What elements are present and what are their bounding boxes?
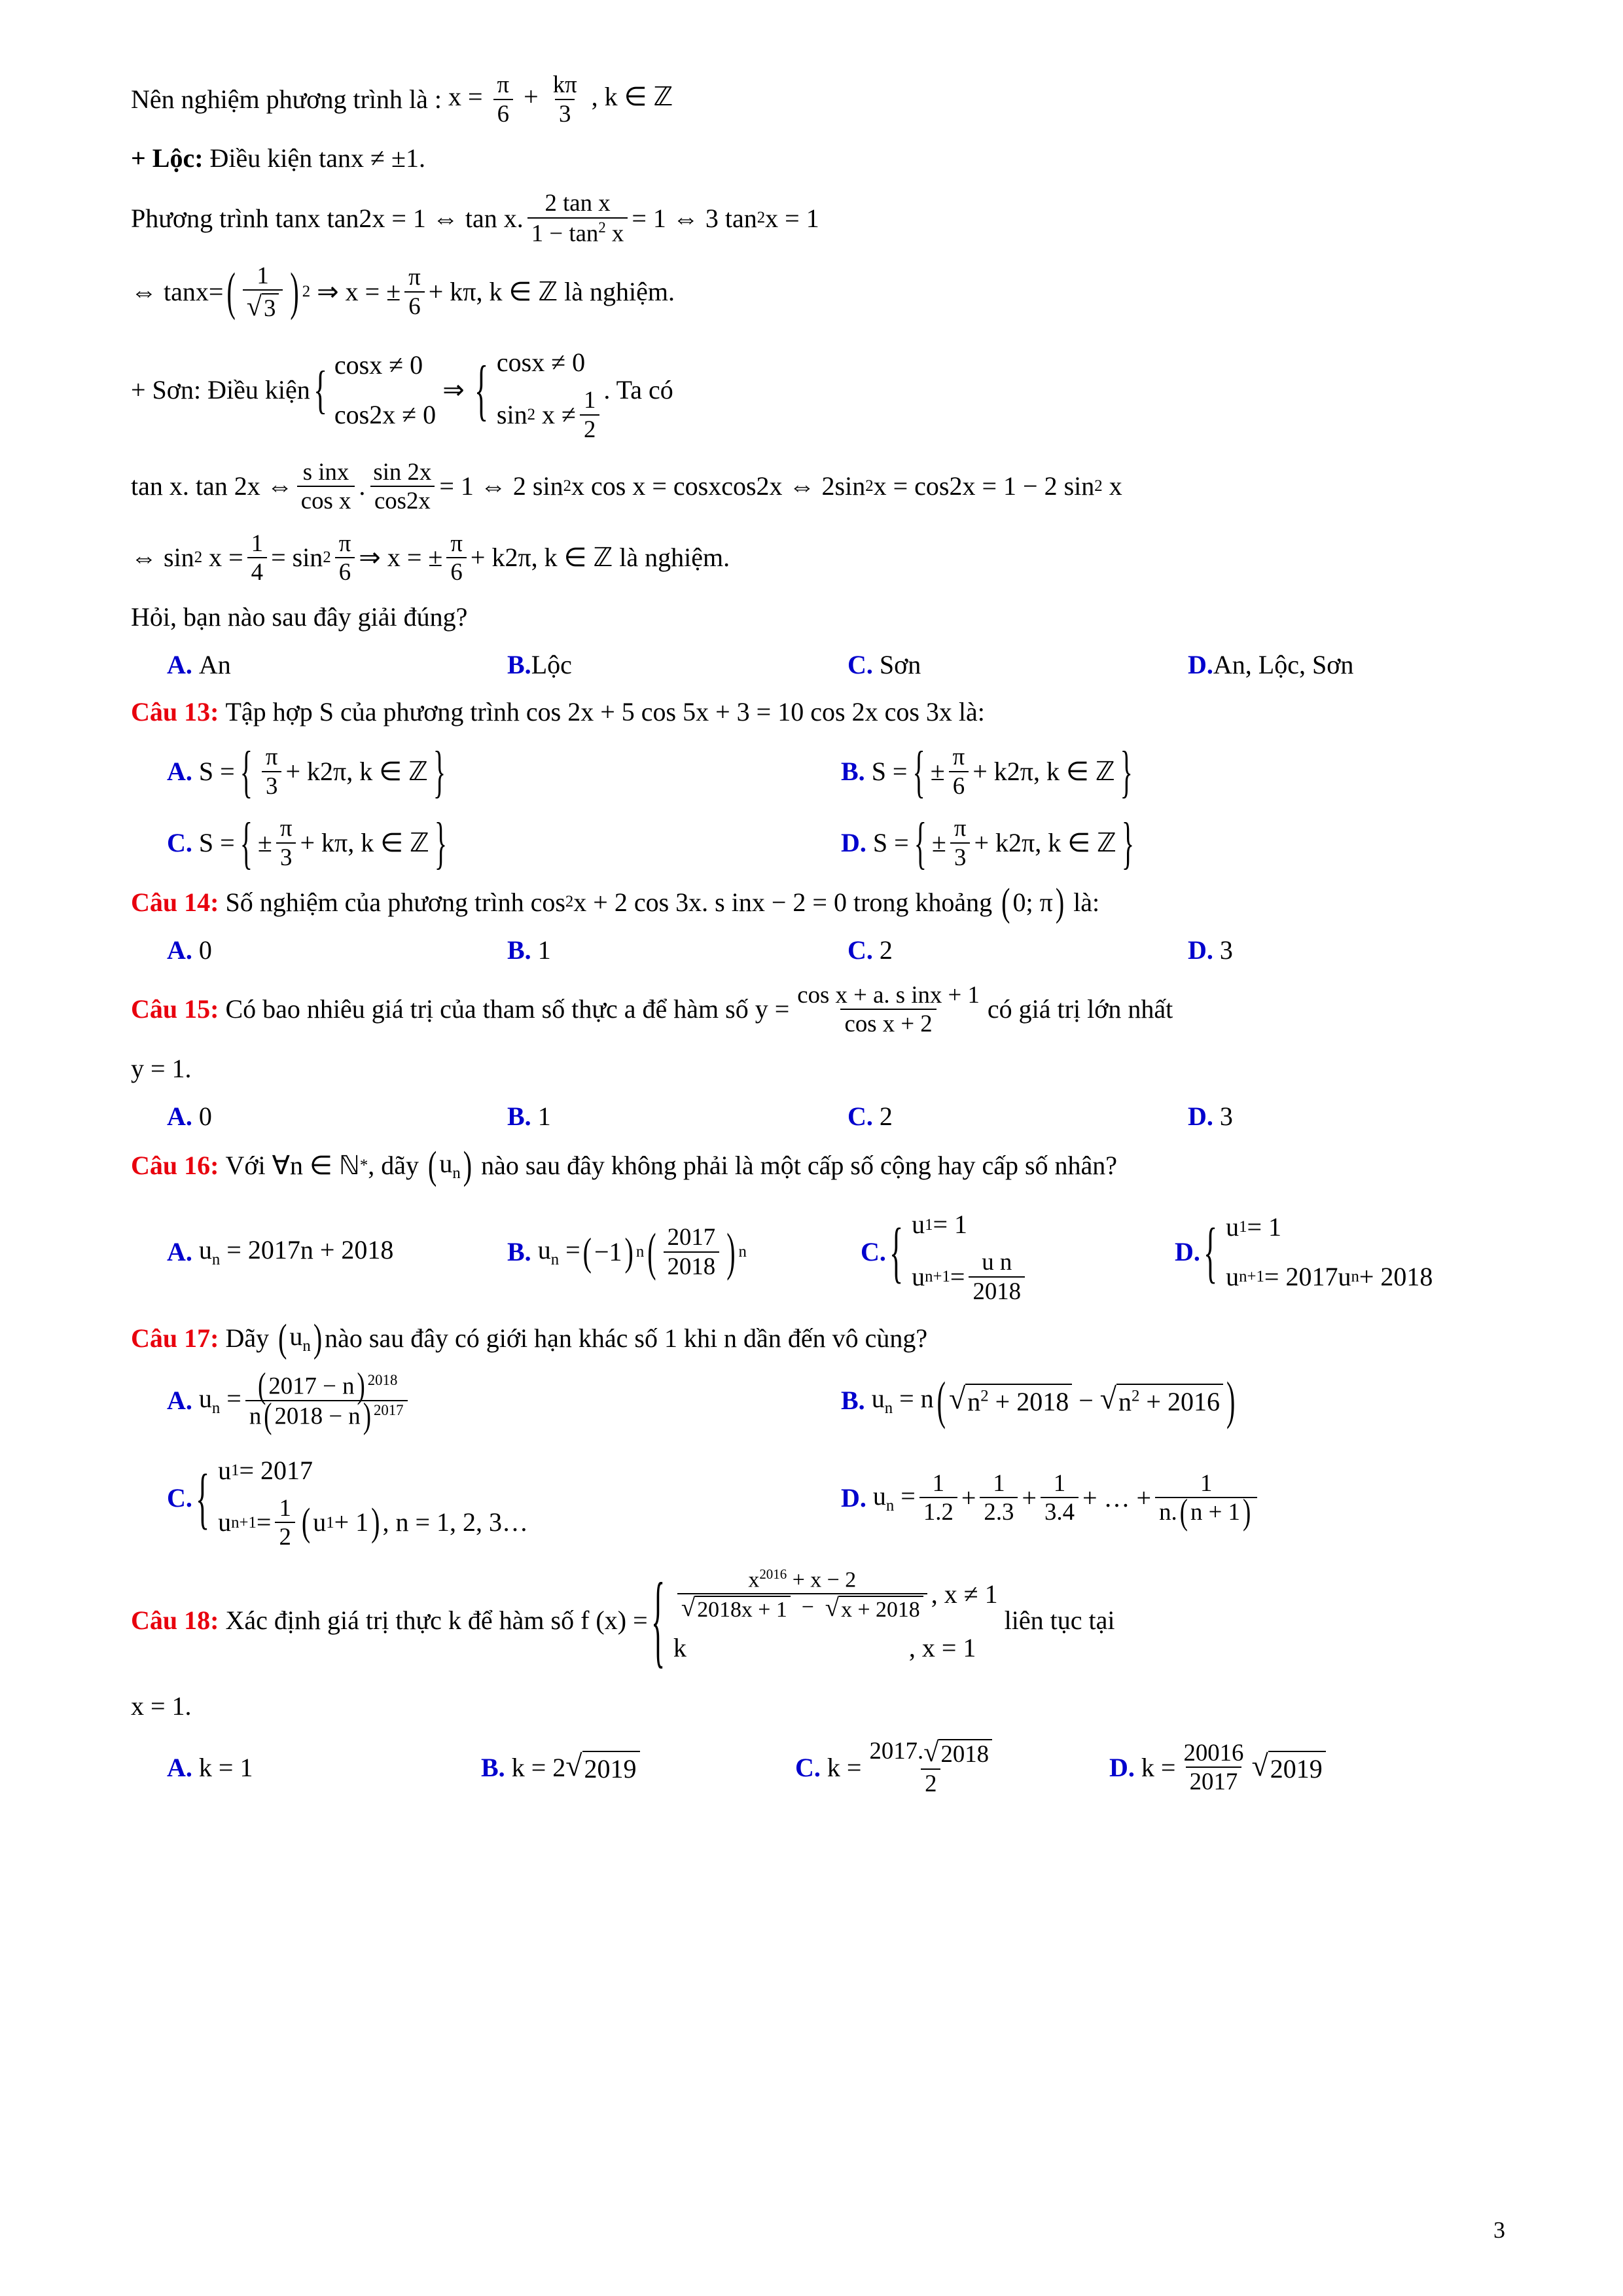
q16-number: Câu 16: <box>131 1151 219 1180</box>
q17-paren-open: ( <box>278 1316 287 1360</box>
q15-d-label: D. <box>1188 1101 1213 1131</box>
loc-eq-tail: = 1 ⇔ 3 tan <box>632 203 757 233</box>
q17-b-sqrt-1: √ $n^2 + 2018$ <box>949 1384 1072 1417</box>
q17-d-term-1: 1.2 <box>919 1497 957 1525</box>
answer-option-a[interactable] <box>167 649 507 680</box>
q15-den: cos x + 2 <box>840 1009 936 1037</box>
q18-a-text: k = 1 <box>198 1752 253 1782</box>
q18-option-a[interactable] <box>167 1752 481 1783</box>
solution-son-condition: + Sơn: Điều kiện { cosx ≠ 0 cos2x ≠ 0 ⇒ { cosx ≠ 0 sin 2 x ≠ $\frac{1}{2}$ . Ta có <box>131 338 1512 442</box>
q13-a-label: A. <box>167 757 192 787</box>
loc-condition: Điều kiện tanx ≠ ±1. <box>209 143 425 173</box>
q14-option-d[interactable] <box>1188 935 1233 965</box>
q18-b-sqrt: √ 2019 <box>565 1751 639 1784</box>
q15-c-label: C. <box>847 1101 873 1131</box>
answer-b-text: Lộc <box>531 650 572 679</box>
q13-d-num: π <box>954 814 967 842</box>
q13-a-lead: S = <box>198 757 235 787</box>
q18-number: Câu 18: <box>131 1605 219 1635</box>
answer-d-text: An, Lộc, Sơn <box>1213 650 1354 679</box>
q15-stem-continued: y = 1. <box>131 1053 192 1083</box>
son-taco: . Ta có <box>603 374 673 404</box>
q15-option-c[interactable] <box>847 1101 1188 1132</box>
q18-c-num: 2017. √ 2018 <box>865 1738 996 1768</box>
q14-d-label: D. <box>1188 935 1213 965</box>
q13-b-den: 6 <box>949 771 969 799</box>
q13-option-d[interactable] <box>841 810 1139 876</box>
q13-d-tail: + k2π, k ∈ ℤ <box>974 828 1116 858</box>
solution-nen-formula: x = $\frac{\pi}{6}$ + $\frac{k\pi}{3}$ , k ∈ ℤ <box>441 71 673 127</box>
q18-case1-cond: , x ≠ 1 <box>931 1579 998 1609</box>
q13-c-lead: S = <box>198 828 235 858</box>
q17-option-a[interactable] <box>167 1365 841 1436</box>
son-line-d: x = cos2x = 1 − 2 sin <box>873 471 1095 501</box>
q18-case-1 <box>673 1567 998 1622</box>
q13-a-den: 3 <box>262 771 281 799</box>
q14-c-text: 2 <box>879 935 893 965</box>
q14-a-text: 0 <box>198 935 212 965</box>
q14-b-label: B. <box>507 935 531 965</box>
q15-a-text: 0 <box>198 1101 212 1131</box>
set-brace-close-c: } <box>434 810 448 876</box>
q13-b-tail: + k2π, k ∈ ℤ <box>972 757 1115 787</box>
q16-stem-a: Với ∀n ∈ ℕ <box>225 1151 360 1180</box>
set-brace-close-d: } <box>1121 810 1135 876</box>
q17-c-label: C. <box>167 1482 192 1513</box>
q17-b-lead: $u_n = n$ <box>871 1384 934 1418</box>
q16-c-row2: u n+1 = $\frac{\text{u n}}{2018}$ <box>912 1249 1029 1304</box>
loc-label: + Lộc: <box>131 143 204 173</box>
q16-b-label: B. <box>507 1237 531 1267</box>
brace-icon-2: { <box>474 351 488 428</box>
q18-case2-cond: , x = 1 <box>908 1632 976 1662</box>
q15-stem-a: Có bao nhiêu giá trị của tham số thực a để hàm số y = <box>225 994 790 1024</box>
q18-option-b[interactable] <box>481 1748 795 1784</box>
q17-a-fraction <box>245 1365 408 1436</box>
q14-stem-sup: 2 <box>565 893 574 911</box>
q16-d-row2: u n+1 = 2017u n + 2018 <box>1226 1261 1433 1291</box>
q16-seq-symbol: $u_n$ <box>439 1148 461 1182</box>
set-brace-close-b: } <box>1120 739 1133 804</box>
q17-a-num: ( 2017 − n ) $^{2018}$ <box>258 1365 398 1406</box>
q18-b-label: B. <box>481 1752 505 1782</box>
set-brace-open: { <box>240 739 253 804</box>
solution-question: Hỏi, bạn nào sau đây giải đúng? <box>131 602 468 632</box>
q13-option-c[interactable] <box>167 810 841 876</box>
loc-eq-fraction: $\frac{\text{2 tan x}}{1 - \tan^2 x}$ <box>524 190 632 246</box>
q17-seq-symbol: $u_n$ <box>289 1321 311 1355</box>
son-frac-sinx-cosx: $\frac{\text{s inx}}{\text{cos x}}$ <box>297 459 355 514</box>
answer-c-label: C. <box>847 650 873 679</box>
q18-option-c[interactable] <box>795 1738 1109 1796</box>
q17-c-row2: u n+1 = $\frac{1}{2}$ ( u 1 + 1 ) , n = 1, 2, 3… <box>218 1494 529 1551</box>
set-brace-open-b: { <box>912 739 925 804</box>
q15-option-a[interactable] <box>167 1101 507 1132</box>
q15-num: cos x + a. s inx + 1 <box>797 980 980 1008</box>
answer-c-text: Sơn <box>879 650 921 679</box>
q18-d-pre: k = <box>1141 1752 1176 1782</box>
q13-b-label: B. <box>841 757 865 787</box>
q15-stem-b: có giá trị lớn nhất <box>987 994 1173 1024</box>
q17-d-lead: $u_n$ = <box>872 1480 916 1515</box>
q17-d-label: D. <box>841 1482 866 1513</box>
son-label: + Sơn: Điều kiện <box>131 374 310 404</box>
question-18-stem <box>131 1560 1512 1678</box>
son-cond-3: cosx ≠ 0 <box>496 348 586 378</box>
q17-a-label: A. <box>167 1386 192 1416</box>
q15-number: Câu 15: <box>131 994 219 1024</box>
q18-d-den: 2017 <box>1186 1767 1242 1795</box>
solution-loc-header <box>131 143 1512 173</box>
q15-options-row <box>131 1101 1512 1132</box>
question-16-stem <box>131 1143 1512 1187</box>
q16-c-den: 2018 <box>969 1276 1025 1304</box>
q16-option-d[interactable]: D. { u 1 = 1 u n+1 = 2017u n + 2018 <box>1175 1202 1433 1302</box>
q13-stem-text: Tập hợp S của phương trình cos 2x + 5 cos 5x + 3 = 10 cos 2x cos 3x là: <box>225 697 985 726</box>
q16-b-num: 2017 <box>667 1223 716 1251</box>
q18-stem-a: Xác định giá trị thực k để hàm số f (x) = <box>225 1605 648 1635</box>
q18-c-den: 2 <box>921 1768 940 1797</box>
q14-paren-close: ) <box>1055 880 1065 924</box>
q14-option-a[interactable] <box>167 935 507 965</box>
answer-option-b[interactable] <box>507 649 847 680</box>
son-final-end: + k2π, k ∈ ℤ là nghiệm. <box>470 543 730 573</box>
q13-b-lead: S = <box>871 757 908 787</box>
q13-d-label: D. <box>841 828 866 858</box>
q14-options-row <box>131 935 1512 965</box>
son-final-post: ⇒ x = ± <box>359 543 443 573</box>
loc-frac-1-sqrt3: 1 √ 3 <box>243 263 283 321</box>
q17-paren-close: ) <box>313 1316 323 1360</box>
q17-b-label: B. <box>841 1386 865 1416</box>
q13-options-row-2 <box>131 810 1512 876</box>
q17-a-lead: $u_n$ = <box>198 1384 241 1418</box>
solution-son-eq2: ⇔ sin 2 x = $\frac{1}{4}$ = sin 2 $\frac{\pi}{6}$ ⇒ x = ± $\frac{\pi}{6}$ + k2π, k ∈ ℤ là nghiệm. <box>131 529 730 586</box>
q18-option-d[interactable] <box>1109 1740 1326 1795</box>
paren-close: ) <box>290 262 299 321</box>
answer-option-c[interactable] <box>847 649 1188 680</box>
q14-stem-b: x + 2 cos 3x. s inx − 2 = 0 trong khoảng <box>573 887 993 917</box>
question-15-stem <box>131 982 1512 1037</box>
q14-interval: 0; π <box>1012 887 1053 917</box>
q16-b-text: $u_n$ = <box>537 1235 580 1269</box>
q14-c-label: C. <box>847 935 873 965</box>
q18-c-pre: k = <box>827 1752 862 1782</box>
q13-d-sign: ± <box>931 828 946 858</box>
q18-d-fraction <box>1179 1740 1247 1795</box>
son-cases-1 <box>310 340 436 440</box>
loc-line3-end: + kπ, k ∈ ℤ là nghiệm. <box>428 277 675 306</box>
q13-a-num: π <box>265 743 278 770</box>
q17-b-sqrt-2: √ $n^2 + 2016$ <box>1100 1384 1223 1417</box>
q17-options-row-1 <box>131 1365 1512 1436</box>
paren-open: ( <box>226 262 236 321</box>
q13-d-den: 3 <box>950 842 970 870</box>
q16-c-label: C. <box>861 1237 886 1267</box>
q13-c-label: C. <box>167 828 192 858</box>
q18-c-fraction <box>865 1738 996 1796</box>
set-brace-close: } <box>433 739 446 804</box>
q16-c-row1: u 1 = 1 <box>912 1210 968 1240</box>
answer-a-label: A. <box>167 650 192 679</box>
q16-b-den: 2018 <box>664 1251 720 1280</box>
q14-b-text: 1 <box>537 935 551 965</box>
son-final-sin: = sin <box>271 543 323 573</box>
q17-c-row1: u 1 = 2017 <box>218 1455 313 1485</box>
q18-cases: { $x^{2016} + x - 2$ √ 2018x + 1 − √ x + 2018 , x ≠ 1 k , x = 1 <box>651 1560 998 1678</box>
q14-d-text: 3 <box>1219 935 1233 965</box>
q15-option-d[interactable] <box>1188 1101 1233 1132</box>
q13-c-sign: ± <box>257 828 272 858</box>
q17-c-num: 1 <box>279 1494 291 1521</box>
q16-b-sup: n <box>635 1242 645 1261</box>
q15-b-label: B. <box>507 1101 531 1131</box>
q17-d-last: n. ( n + 1 ) <box>1155 1497 1257 1525</box>
loc-eq-tail2: x = 1 <box>765 203 819 233</box>
son-cases-2 <box>471 338 604 442</box>
q16-c-num: u n <box>982 1248 1012 1276</box>
q14-number: Câu 14: <box>131 887 219 917</box>
q17-stem-a: Dãy <box>225 1323 270 1353</box>
q16-paren-close: ) <box>463 1143 473 1187</box>
answer-option-d[interactable] <box>1188 649 1353 680</box>
q18-b-pre: k = 2 <box>511 1752 566 1782</box>
question-14-stem <box>131 880 1512 924</box>
q16-paren-open: ( <box>428 1143 437 1187</box>
son-line-a: tan x. tan 2x ⇔ <box>131 471 293 501</box>
q15-option-b[interactable] <box>507 1101 847 1132</box>
q18-c-label: C. <box>795 1752 821 1782</box>
q15-b-text: 1 <box>537 1101 551 1131</box>
q18-stem-b: liên tục tại <box>1004 1605 1115 1635</box>
q18-options-row <box>131 1738 1512 1796</box>
q18-case-2 <box>673 1622 998 1674</box>
q14-stem-c: là: <box>1073 887 1100 917</box>
q13-c-den: 3 <box>276 842 296 870</box>
answer-row-12 <box>131 649 1512 680</box>
q18-d-num: 20016 <box>1183 1738 1244 1766</box>
q18-a-label: A. <box>167 1752 192 1782</box>
q17-number: Câu 17: <box>131 1323 219 1353</box>
q17-option-d[interactable]: D. $u_n$ = $\frac{1}{1.2}$ + $\frac{1}{2.3}$ + $\frac{1}{3.4}$ + … + $\frac{1}{n. ( n + 1 )}$ <box>841 1471 1261 1525</box>
q14-a-label: A. <box>167 935 192 965</box>
q13-option-b[interactable] <box>841 739 1138 804</box>
q15-a-label: A. <box>167 1101 192 1131</box>
q14-paren-open: ( <box>1001 880 1010 924</box>
q14-stem-a: Số nghiệm của phương trình cos <box>225 887 565 917</box>
q13-c-num: π <box>279 814 293 842</box>
q16-a-label: A. <box>167 1237 192 1267</box>
son-final-mid: x = <box>209 543 243 573</box>
q13-option-a[interactable] <box>167 739 841 804</box>
q17-option-b[interactable]: B. $u_n = n$ ( √ $n^2 + 2018$ − √ $n^2 + 2016$ ) <box>841 1371 1236 1430</box>
solution-line-nen <box>131 72 1512 126</box>
q13-c-tail: + kπ, k ∈ ℤ <box>300 828 429 858</box>
q14-option-c[interactable] <box>847 935 1188 965</box>
q16-a-text: $u_n = 2017n + 2018$ <box>198 1235 394 1269</box>
q13-number: Câu 13: <box>131 697 219 726</box>
loc-exponent: 2 <box>302 282 311 300</box>
set-brace-open-c: { <box>240 810 253 876</box>
q16-b-pow: n <box>738 1242 747 1261</box>
q16-d-row1: u 1 = 1 <box>1226 1211 1282 1242</box>
son-line-e: x <box>1109 471 1122 501</box>
son-cond-4: sin 2 x ≠ $\frac{1}{2}$ <box>497 387 603 442</box>
q16-d-label: D. <box>1175 1237 1200 1267</box>
q18-case2-val: k <box>673 1632 687 1662</box>
q16-options-row <box>131 1200 1512 1304</box>
q13-d-lead: S = <box>872 828 909 858</box>
solution-loc-eq1 <box>131 190 1512 246</box>
q18-stem-continued: x = 1. <box>131 1691 192 1721</box>
son-frac-sin2x-cos2x: $\frac{\sin 2x}{\cos 2x}$ <box>369 459 435 514</box>
q14-option-b[interactable] <box>507 935 847 965</box>
set-brace-open-d: { <box>914 810 927 876</box>
question-13-stem <box>131 697 1512 727</box>
q13-a-tail: + k2π, k ∈ ℤ <box>285 757 428 787</box>
son-cond-1: cosx ≠ 0 <box>334 350 423 380</box>
solution-nen-text: Nên nghiệm phương trình là : <box>131 84 442 114</box>
q13-b-sign: ± <box>930 757 945 787</box>
q15-d-text: 3 <box>1219 1101 1233 1131</box>
q16-option-a[interactable] <box>167 1234 507 1269</box>
loc-eq-tail-sup: 2 <box>757 209 766 227</box>
q17-options-row-2 <box>131 1446 1512 1550</box>
solution-loc-eq2 <box>131 263 1512 321</box>
loc-line3-pre: ⇔ tanx= <box>131 277 224 306</box>
son-line-b: = 1 ⇔ 2 sin <box>439 471 563 501</box>
q17-option-c[interactable]: C. { u 1 = 2017 u n+1 = $\frac{1}{2}$ ( u 1 + 1 ) , n = 1, 2, 3… <box>167 1446 841 1550</box>
answer-d-label: D. <box>1188 650 1213 679</box>
q17-stem-b: nào sau đây có giới hạn khác số 1 khi n dần đến vô cùng? <box>325 1323 928 1353</box>
q18-d-label: D. <box>1109 1752 1135 1782</box>
q18-case1-num: $x^{2016} + x - 2$ <box>748 1566 857 1592</box>
q15-c-text: 2 <box>879 1101 893 1131</box>
q16-stem-c: nào sau đây không phải là một cấp số cộng hay cấp số nhân? <box>481 1151 1118 1180</box>
loc-eq-intro: Phương trình tanx tan2x = 1 ⇔ tan x. <box>131 203 524 233</box>
q16-stem-sup: * <box>359 1156 368 1174</box>
q17-c-den: 2 <box>275 1522 294 1550</box>
q17-d-dots: + … + <box>1082 1482 1152 1513</box>
q17-d-term-2: 2.3 <box>980 1497 1018 1525</box>
answer-b-label: B. <box>507 650 531 679</box>
q13-b-num: π <box>952 743 965 770</box>
q16-option-c[interactable]: C. { u 1 = 1 u n+1 = $\frac{\text{u n}}{2018}$ <box>861 1200 1175 1304</box>
answer-a-text: An <box>198 650 231 679</box>
loc-frac-pi-6: $\frac{\pi}{6}$ <box>404 264 425 319</box>
solution-son-eq1: tan x. tan 2x ⇔ $\frac{\text{s inx}}{\text{cos x}}$ . $\frac{\sin 2x}{\cos 2x}$ = 1 ⇔ 2 sin 2 x cos x = cosxcos2x ⇔ 2sin 2 x = cos2x = 1 − 2 sin 2 x <box>131 457 1122 514</box>
q17-d-term-3: 3.4 <box>1041 1497 1079 1525</box>
son-line-c: x cos x = cosxcos2x ⇔ 2sin <box>571 471 866 501</box>
brace-icon: { <box>313 359 327 419</box>
loc-line3-post: ⇒ x = ± <box>317 277 401 306</box>
q16-stem-b: , dãy <box>368 1151 419 1180</box>
page-number: 3 <box>1493 2217 1505 2243</box>
q18-case1-den: √ 2018x + 1 − √ x + 2018 <box>677 1593 927 1622</box>
question-17-stem <box>131 1316 1512 1360</box>
son-cond-2: cos2x ≠ 0 <box>334 399 437 429</box>
q18-d-sqrt: √ 2019 <box>1251 1751 1325 1784</box>
q13-options-row-1 <box>131 739 1512 804</box>
q15-fraction <box>793 982 984 1037</box>
q17-a-den: n ( 2018 − n ) $^{2017}$ <box>245 1400 408 1429</box>
son-final-pre: ⇔ sin <box>131 543 194 573</box>
q16-option-b[interactable]: B. $u_n$ = ( −1 ) n ( $\frac{2017}{2018}$ ) n <box>507 1222 747 1282</box>
